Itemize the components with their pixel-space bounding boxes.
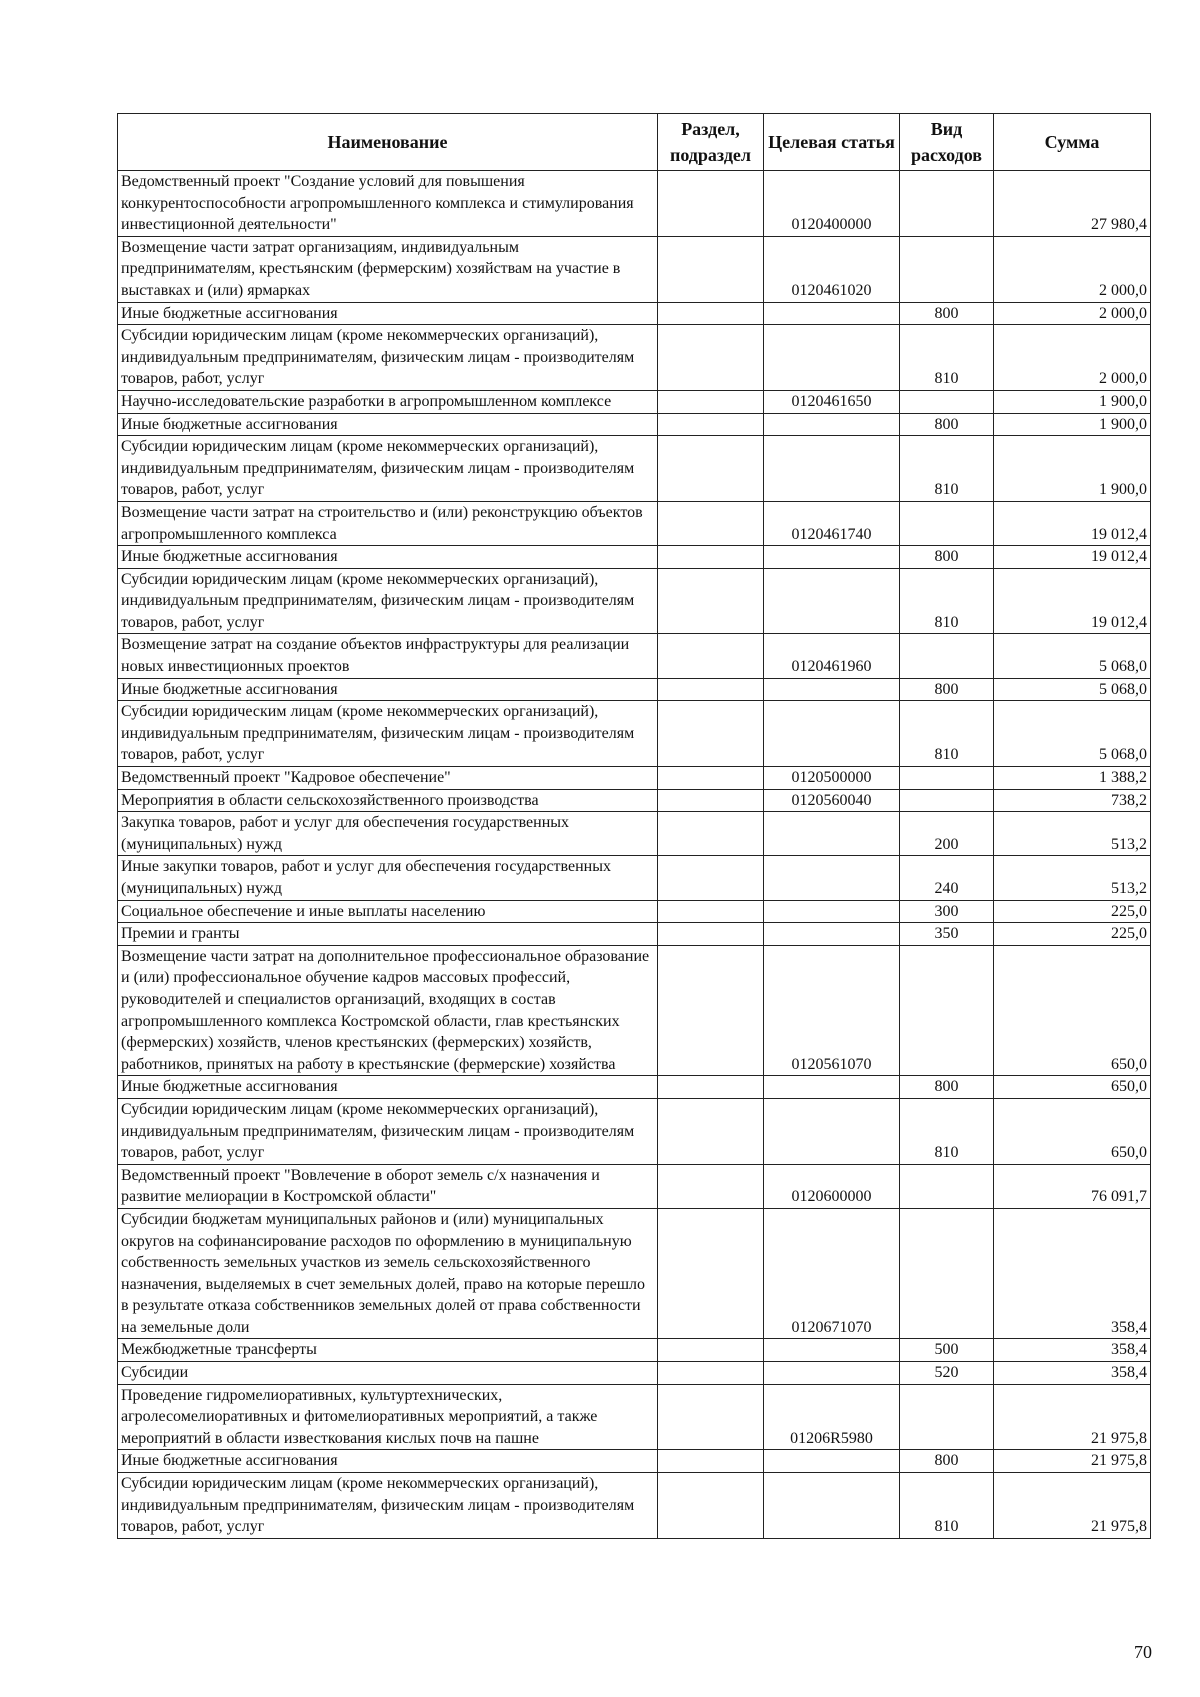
cell-kind: 810 [900,701,994,767]
header-target: Целевая статья [764,114,900,171]
table-row [118,856,1151,900]
table-row [118,1164,1151,1208]
cell-sum: 358,4 [994,1208,1151,1339]
cell-name: Субсидии бюджетам муниципальных районов и (или) муниципальных округов на софинансирование расходов по оформлению в муниципальную собственность земельных участков из земель сельскохозяйственного назначения, выделяемых в счет земельных долей, право на которые перешло в результате отказа собственников земельных долей от права собственности на земельные доли [118,1208,658,1339]
cell-section [658,856,764,900]
cell-sum: 19 012,4 [994,546,1151,569]
cell-section [658,1076,764,1099]
cell-name: Иные бюджетные ассигнования [118,1076,658,1099]
cell-section [658,436,764,502]
cell-section [658,390,764,413]
cell-sum: 76 091,7 [994,1164,1151,1208]
table-row [118,1098,1151,1164]
cell-section [658,1473,764,1539]
cell-target: 0120461960 [764,634,900,678]
cell-sum: 27 980,4 [994,171,1151,237]
cell-name: Субсидии юридическим лицам (кроме некоммерческих организаций), индивидуальным предпринимателям, физическим лицам - производителям товаров, работ, услуг [118,568,658,634]
table-row [118,945,1151,1076]
cell-kind: 240 [900,856,994,900]
cell-kind [900,501,994,545]
cell-name: Возмещение части затрат организациям, индивидуальным предпринимателям, крестьянским (фермерским) хозяйствам на участие в выставках и (или) ярмарках [118,236,658,302]
cell-target [764,1450,900,1473]
cell-name: Иные бюджетные ассигнования [118,1450,658,1473]
cell-section [658,413,764,436]
table-row [118,789,1151,812]
cell-sum: 225,0 [994,900,1151,923]
cell-name: Мероприятия в области сельскохозяйственного производства [118,789,658,812]
cell-section [658,923,764,946]
cell-name: Возмещение части затрат на дополнительное профессиональное образование и (или) профессиональное обучение кадров массовых профессий, руководителей и специалистов организаций, входящих в состав агропромышленного комплекса Костромской области, глав крестьянских (фермерских) хозяйств, членов крестьянских (фермерских) хозяйств, работников, принятых на работу в крестьянские (фермерские) хозяйства [118,945,658,1076]
cell-sum: 21 975,8 [994,1450,1151,1473]
table-row [118,1339,1151,1362]
cell-kind: 800 [900,1450,994,1473]
table-row [118,923,1151,946]
table-row [118,302,1151,325]
cell-sum: 225,0 [994,923,1151,946]
cell-sum: 513,2 [994,812,1151,856]
cell-name: Возмещение затрат на создание объектов инфраструктуры для реализации новых инвестиционных проектов [118,634,658,678]
cell-target: 01206R5980 [764,1384,900,1450]
cell-sum: 19 012,4 [994,568,1151,634]
cell-section [658,900,764,923]
cell-target: 0120461020 [764,236,900,302]
cell-sum: 1 388,2 [994,767,1151,790]
cell-kind [900,390,994,413]
cell-section [658,1450,764,1473]
cell-kind: 500 [900,1339,994,1362]
cell-kind [900,1164,994,1208]
cell-section [658,501,764,545]
table-row [118,546,1151,569]
cell-kind: 520 [900,1362,994,1385]
cell-name: Субсидии юридическим лицам (кроме некоммерческих организаций), индивидуальным предпринимателям, физическим лицам - производителям товаров, работ, услуг [118,701,658,767]
cell-target [764,923,900,946]
cell-target: 0120500000 [764,767,900,790]
cell-kind: 810 [900,436,994,502]
cell-kind: 350 [900,923,994,946]
cell-section [658,701,764,767]
table-body [118,171,1151,1539]
cell-kind: 810 [900,1098,994,1164]
cell-target: 0120461740 [764,501,900,545]
cell-name: Возмещение части затрат на строительство и (или) реконструкцию объектов агропромышленного комплекса [118,501,658,545]
table-row [118,1384,1151,1450]
cell-name: Иные бюджетные ассигнования [118,678,658,701]
cell-kind: 800 [900,413,994,436]
cell-name: Ведомственный проект "Вовлечение в оборот земель с/х назначения и развитие мелиорации в Костромской области" [118,1164,658,1208]
cell-target [764,1076,900,1099]
cell-sum: 650,0 [994,945,1151,1076]
cell-target: 0120560040 [764,789,900,812]
cell-section [658,1098,764,1164]
table-row [118,701,1151,767]
table-row [118,767,1151,790]
table-row [118,900,1151,923]
cell-name: Проведение гидромелиоративных, культуртехнических, агролесомелиоративных и фитомелиоративных мероприятий, а также мероприятий в области известкования кислых почв на пашне [118,1384,658,1450]
cell-sum: 358,4 [994,1339,1151,1362]
cell-kind [900,1384,994,1450]
cell-name: Субсидии юридическим лицам (кроме некоммерческих организаций), индивидуальным предпринимателям, физическим лицам - производителям товаров, работ, услуг [118,436,658,502]
cell-target [764,568,900,634]
cell-target [764,302,900,325]
cell-kind: 810 [900,568,994,634]
table-row [118,1473,1151,1539]
cell-section [658,945,764,1076]
cell-section [658,789,764,812]
cell-target: 0120671070 [764,1208,900,1339]
cell-kind [900,171,994,237]
cell-section [658,236,764,302]
cell-name: Социальное обеспечение и иные выплаты населению [118,900,658,923]
cell-name: Премии и гранты [118,923,658,946]
cell-sum: 738,2 [994,789,1151,812]
cell-target: 0120561070 [764,945,900,1076]
cell-target [764,1473,900,1539]
cell-kind [900,789,994,812]
cell-kind: 800 [900,546,994,569]
cell-sum: 5 068,0 [994,701,1151,767]
cell-sum: 19 012,4 [994,501,1151,545]
table-row [118,436,1151,502]
budget-table [117,113,1151,1539]
table-row [118,171,1151,237]
table-row [118,325,1151,391]
table-row [118,1208,1151,1339]
cell-sum: 2 000,0 [994,302,1151,325]
cell-section [658,302,764,325]
cell-name: Ведомственный проект "Кадровое обеспечение" [118,767,658,790]
cell-section [658,325,764,391]
cell-name: Иные бюджетные ассигнования [118,413,658,436]
cell-kind: 300 [900,900,994,923]
cell-name: Субсидии юридическим лицам (кроме некоммерческих организаций), индивидуальным предпринимателям, физическим лицам - производителям товаров, работ, услуг [118,325,658,391]
cell-sum: 5 068,0 [994,634,1151,678]
cell-section [658,1339,764,1362]
cell-target [764,900,900,923]
cell-kind: 800 [900,1076,994,1099]
cell-name: Субсидии [118,1362,658,1385]
cell-sum: 2 000,0 [994,325,1151,391]
header-kind: Вид расходов [900,114,994,171]
cell-kind: 200 [900,812,994,856]
header-name: Наименование [118,114,658,171]
cell-sum: 650,0 [994,1076,1151,1099]
cell-name: Субсидии юридическим лицам (кроме некоммерческих организаций), индивидуальным предпринимателям, физическим лицам - производителям товаров, работ, услуг [118,1098,658,1164]
cell-target: 0120400000 [764,171,900,237]
cell-sum: 1 900,0 [994,413,1151,436]
cell-kind: 810 [900,1473,994,1539]
cell-sum: 21 975,8 [994,1384,1151,1450]
cell-target [764,678,900,701]
cell-sum: 1 900,0 [994,390,1151,413]
cell-target: 0120461650 [764,390,900,413]
cell-target [764,1339,900,1362]
table-row [118,1076,1151,1099]
cell-name: Иные закупки товаров, работ и услуг для обеспечения государственных (муниципальных) нужд [118,856,658,900]
table-row [118,634,1151,678]
page-number: 70 [1134,1642,1152,1662]
table-header-row [118,114,1151,171]
cell-name: Субсидии юридическим лицам (кроме некоммерческих организаций), индивидуальным предпринимателям, физическим лицам - производителям товаров, работ, услуг [118,1473,658,1539]
table-row [118,390,1151,413]
table-row [118,501,1151,545]
cell-target [764,325,900,391]
cell-section [658,634,764,678]
table-row [118,413,1151,436]
cell-kind [900,634,994,678]
cell-kind: 800 [900,302,994,325]
cell-kind [900,945,994,1076]
cell-section [658,546,764,569]
table-row [118,1362,1151,1385]
cell-kind [900,236,994,302]
cell-target [764,436,900,502]
cell-section [658,1164,764,1208]
cell-target [764,856,900,900]
cell-sum: 21 975,8 [994,1473,1151,1539]
table-row [118,568,1151,634]
cell-section [658,171,764,237]
cell-section [658,678,764,701]
cell-sum: 513,2 [994,856,1151,900]
cell-target [764,1362,900,1385]
cell-section [658,767,764,790]
cell-section [658,1384,764,1450]
cell-sum: 2 000,0 [994,236,1151,302]
cell-sum: 1 900,0 [994,436,1151,502]
cell-sum: 650,0 [994,1098,1151,1164]
cell-sum: 358,4 [994,1362,1151,1385]
cell-target [764,1098,900,1164]
cell-section [658,1362,764,1385]
cell-section [658,812,764,856]
cell-target [764,701,900,767]
cell-section [658,1208,764,1339]
cell-name: Межбюджетные трансферты [118,1339,658,1362]
cell-target: 0120600000 [764,1164,900,1208]
cell-section [658,568,764,634]
cell-name: Иные бюджетные ассигнования [118,546,658,569]
cell-kind: 800 [900,678,994,701]
table-row [118,1450,1151,1473]
cell-target [764,812,900,856]
cell-kind: 810 [900,325,994,391]
cell-target [764,546,900,569]
cell-sum: 5 068,0 [994,678,1151,701]
table-row [118,678,1151,701]
table-row [118,812,1151,856]
cell-name: Иные бюджетные ассигнования [118,302,658,325]
cell-kind [900,1208,994,1339]
cell-target [764,413,900,436]
cell-name: Ведомственный проект "Создание условий для повышения конкурентоспособности агропромышленного комплекса и стимулирования инвестиционной деятельности" [118,171,658,237]
cell-name: Закупка товаров, работ и услуг для обеспечения государственных (муниципальных) нужд [118,812,658,856]
table-row [118,236,1151,302]
header-section: Раздел, подраздел [658,114,764,171]
header-sum: Сумма [994,114,1151,171]
cell-kind [900,767,994,790]
cell-name: Научно-исследовательские разработки в агропромышленном комплексе [118,390,658,413]
